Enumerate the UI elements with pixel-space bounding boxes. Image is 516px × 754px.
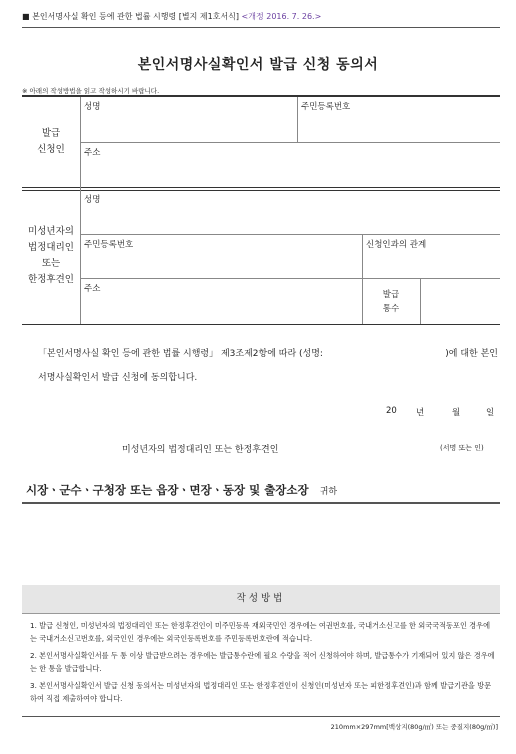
- guardian-rrn-field[interactable]: 주민등록번호: [84, 240, 134, 250]
- addressee-suffix: 귀하: [319, 487, 338, 497]
- instruction-note: ※ 아래의 작성방법을 읽고 작성하시기 바랍니다.: [22, 87, 160, 95]
- issue-count-label: [362, 288, 420, 316]
- count-label-1: 발급: [382, 290, 400, 300]
- date-month-unit: 월: [452, 408, 461, 418]
- header-rule: [22, 27, 500, 28]
- signer-label: 미성년자의 법정대리인 또는 한정후견인: [122, 445, 279, 455]
- section-divider-2: [22, 190, 500, 191]
- date-year-unit: 년: [416, 408, 425, 418]
- instruction-item-1: 1. 발급 신청인, 미성년자의 법정대리인 또는 한정후견인이 미주민등록 재외국민인 경우에는 여권번호를, 국내거소신고를 한 외국국적동포인 경우에는 국내거소신고번호를, 외국인인 경우에는 외국인등록번호를 주민등록번호란에 적습니다.: [30, 621, 491, 643]
- guardian-label-4: 한정후견인: [28, 274, 74, 285]
- applicant-address-field[interactable]: 주소: [84, 148, 101, 158]
- consent-line1: 「본인서명사실 확인 등에 관한 법률 시행령」 제3조제2항에 따라 (성명:: [38, 349, 323, 359]
- form-title: 본인서명사실확인서 발급 신청 동의서: [137, 57, 379, 73]
- applicant-label-2: 신청인: [37, 144, 65, 155]
- guardian-label-2: 법정대리인: [28, 242, 74, 253]
- form-reference: [22, 11, 321, 22]
- paper-size-note: 210mm×297mm[백상지(80g/㎡) 또는 중질지(80g/㎡)]: [330, 723, 498, 731]
- instructions-heading: 작성방법: [22, 585, 500, 614]
- form-ref-text: ■ 본인서명사실 확인 등에 관한 법률 시행령 [별지 제1호서식]: [22, 12, 239, 21]
- table-bottom-rule: [22, 324, 500, 325]
- section-divider: [22, 187, 500, 188]
- table-top-rule: [22, 95, 500, 97]
- guardian-rrn-relation-divider: [362, 234, 363, 278]
- revision-link[interactable]: <개정 2016. 7. 26.>: [241, 12, 322, 21]
- instruction-item-2: 2. 본인서명사실확인서를 두 통 이상 발급받으려는 경우에는 발급통수란에 필요 수량을 적어 신청하여야 하며, 발급통수가 기재되어 있지 않은 경우에는 한 통을 발급합니다.: [30, 651, 495, 673]
- guardian-label-1: 미성년자의: [28, 226, 74, 237]
- applicant-row-divider: [80, 142, 500, 143]
- count-label-2: 통수: [382, 304, 400, 314]
- addressee-title: 시장ㆍ군수ㆍ구청장 또는 읍장ㆍ면장ㆍ동장 및 출장소장: [26, 483, 309, 497]
- consent-paragraph: [38, 342, 498, 390]
- applicant-rrn-field[interactable]: 주민등록번호: [301, 102, 351, 112]
- guardian-address-field[interactable]: 주소: [84, 284, 101, 294]
- addressee-rule: [22, 502, 500, 504]
- guardian-label-3: 또는: [41, 258, 61, 269]
- addressee: [26, 479, 337, 498]
- applicant-label-1: 발급: [41, 128, 61, 139]
- applicant-name-rrn-divider: [297, 97, 298, 142]
- consent-line1-end: )에 대한 본인: [445, 349, 498, 359]
- applicant-group-label: [22, 126, 80, 158]
- guardian-row-divider-1: [80, 234, 500, 235]
- date-day-unit: 일: [486, 408, 495, 418]
- instruction-item-3: 3. 본인서명사실확인서 발급 신청 동의서는 미성년자의 법정대리인 또는 한정후견인이 신청인(미성년자 또는 피한정후견인)과 함께 발급기관을 방문하여 직접 제출하여야 합니다.: [30, 681, 492, 703]
- consent-line2: 서명사실확인서 발급 신청에 동의합니다.: [38, 373, 198, 383]
- applicant-name-field[interactable]: 성명: [84, 102, 101, 112]
- guardian-group-label: [22, 224, 80, 288]
- guardian-relation-field[interactable]: 신청인과의 관계: [366, 240, 427, 250]
- date-year-prefix: 20: [386, 406, 397, 416]
- guardian-name-field[interactable]: 성명: [84, 195, 101, 205]
- label-col-divider: [80, 97, 81, 324]
- sign-hint[interactable]: (서명 또는 인): [440, 444, 484, 452]
- issue-count-field[interactable]: [421, 279, 499, 323]
